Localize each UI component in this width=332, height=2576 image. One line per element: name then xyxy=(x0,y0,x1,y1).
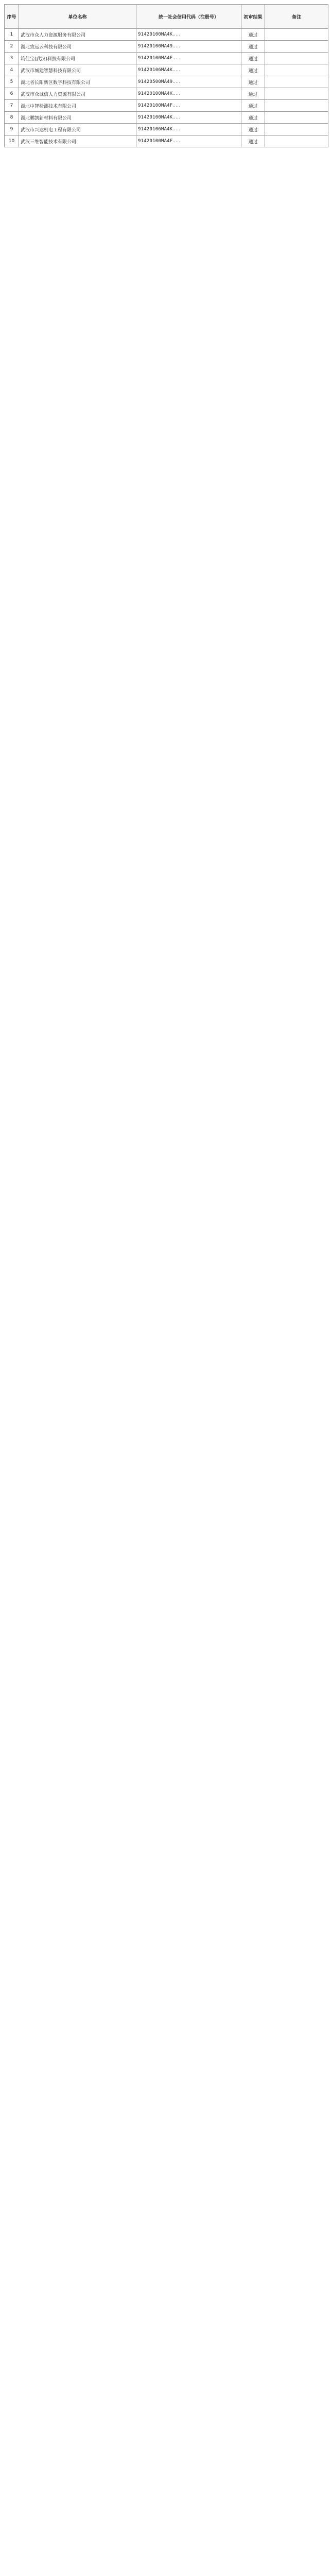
credit-code: 91420106MA4K... xyxy=(136,124,241,135)
credit-code: 91420106MA4K... xyxy=(136,64,241,76)
row-index: 3 xyxy=(5,53,19,64)
note-cell xyxy=(265,41,328,53)
table-row xyxy=(5,124,328,135)
header-note: 备注 xyxy=(265,5,328,29)
table-row xyxy=(5,53,328,64)
company-name: 湖北中智检测技术有限公司 xyxy=(19,100,136,112)
company-name: 湖北省长阳新区数字科技有限公司 xyxy=(19,76,136,88)
note-cell xyxy=(265,124,328,135)
company-name: 武汉市众人力资源服务有限公司 xyxy=(19,29,136,41)
credit-code: 91420100MA4F... xyxy=(136,100,241,112)
review-result: 通过 xyxy=(241,76,265,88)
note-cell xyxy=(265,135,328,147)
note-cell xyxy=(265,88,328,100)
credit-code: 91420500MA49... xyxy=(136,76,241,88)
row-index: 10 xyxy=(5,135,19,147)
table-row xyxy=(5,41,328,53)
company-name: 筑佳宝(武汉)科技有限公司 xyxy=(19,53,136,64)
document-sheet xyxy=(4,4,328,147)
note-cell xyxy=(265,100,328,112)
review-result: 通过 xyxy=(241,64,265,76)
credit-code: 91420100MA49... xyxy=(136,41,241,53)
company-name: 武汉市城建智慧科技有限公司 xyxy=(19,64,136,76)
note-cell xyxy=(265,64,328,76)
header-review-result: 初审结果 xyxy=(241,5,265,29)
table-row xyxy=(5,88,328,100)
credit-code: 91420100MA4K... xyxy=(136,112,241,124)
row-index: 4 xyxy=(5,64,19,76)
note-cell xyxy=(265,53,328,64)
table-body xyxy=(5,29,328,147)
row-index: 8 xyxy=(5,112,19,124)
credit-code: 91420100MA4K... xyxy=(136,88,241,100)
credit-code: 91420100MA4F... xyxy=(136,135,241,147)
company-name: 武汉市众诚信人力资源有限公司 xyxy=(19,88,136,100)
header-company-name: 单位名称 xyxy=(19,5,136,29)
table-row xyxy=(5,76,328,88)
row-index: 1 xyxy=(5,29,19,41)
row-index: 5 xyxy=(5,76,19,88)
company-name: 湖北致远云科技有限公司 xyxy=(19,41,136,53)
credit-code: 91420100MA4K... xyxy=(136,29,241,41)
review-result: 通过 xyxy=(241,124,265,135)
company-name: 武汉三维智能技术有限公司 xyxy=(19,135,136,147)
table-row xyxy=(5,112,328,124)
review-table xyxy=(4,4,328,147)
company-name: 湖北鹏凯新材料有限公司 xyxy=(19,112,136,124)
review-result: 通过 xyxy=(241,100,265,112)
note-cell xyxy=(265,112,328,124)
table-row xyxy=(5,29,328,41)
header-index: 序号 xyxy=(5,5,19,29)
row-index: 6 xyxy=(5,88,19,100)
row-index: 2 xyxy=(5,41,19,53)
company-name: 武汉市兴达机电工程有限公司 xyxy=(19,124,136,135)
review-result: 通过 xyxy=(241,29,265,41)
review-result: 通过 xyxy=(241,112,265,124)
review-result: 通过 xyxy=(241,53,265,64)
table-row xyxy=(5,100,328,112)
review-result: 通过 xyxy=(241,41,265,53)
credit-code: 91420100MA4F... xyxy=(136,53,241,64)
note-cell xyxy=(265,76,328,88)
table-row xyxy=(5,135,328,147)
note-cell xyxy=(265,29,328,41)
row-index: 9 xyxy=(5,124,19,135)
review-result: 通过 xyxy=(241,135,265,147)
row-index: 7 xyxy=(5,100,19,112)
header-credit-code: 统一社会信用代码（注册号） xyxy=(136,5,241,29)
table-header-row xyxy=(5,5,328,29)
table-row xyxy=(5,64,328,76)
review-result: 通过 xyxy=(241,88,265,100)
